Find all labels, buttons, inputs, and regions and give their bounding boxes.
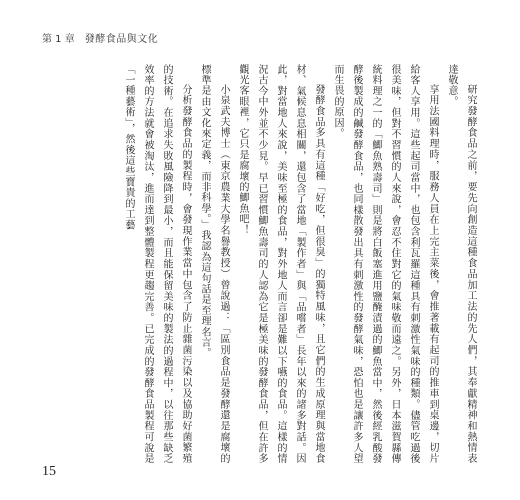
chapter-label: 第 1 章: [42, 34, 75, 45]
paragraph: 研究發酵食品之前，要先向創造這種食品加工法的先人們，其奉獻精神和熱情表達敬意。: [446, 64, 476, 464]
paragraph: 發酵食品多具有這種「好吃，但很臭」的獨特風味，且它們的生成原理與當地食材、氣候息息相關，還包含了當地「製作者」與「品嚐者」長年以來的諸多對話。因此，對當地人來說，美味至極的食品，對外地人而言卻是難以下嚥的食品。這樣的情況古今中外並不少見。早已習慣鯽魚壽司的人認為它是極美味的發酵食品，但在許多觀光客眼裡，它只是腐壞的鯽魚吧！: [237, 64, 324, 464]
running-header: [42, 30, 158, 45]
page-number: 15: [42, 464, 56, 479]
vertical-body-text: [40, 64, 480, 464]
paragraph: 分析發酵食品的製程時，會發現作業當中包含了防止雜菌污染以及協助好菌繁殖的技術。在追求失敗風險降到最小，而且能保留美味的製法的過程中，以往那些缺乏效率的方法就會被淘汰，進而達到整體製程更趨完善。已完成的發酵食品製程可說是「一種藝術」，然後這些寶貴的工藝: [123, 64, 191, 464]
paragraph: 小泉武夫博士（東京農業大學名譽教授）曾說過：「區別食品是發酵還是腐壞的標準是由文化來定義，而非科學。」我認為這句話是至理名言。: [199, 64, 229, 464]
chapter-title: 發酵食品與文化: [84, 34, 159, 45]
paragraph: 享用法國料理時，服務人員在上完主菜後，會推著載有起司的推車到桌邊，切片給客人享用。這些起司當中，也包含利瓦羅這種具有刺激性氣味的種類。儘管吃過後很美味，但對不習慣的人來說，會忍不住對它的氣味敬而遠之。另外，日本滋賀縣傳統料理之一的「鯽魚熟壽司」則是將白飯塞進用鹽醃漬過的鯽魚當中，然後經乳酸發酵後製成的鹹發酵食品，也同樣散發出具有刺激性的發酵氣味，恐怕也是讓許多人望而生畏的原因。: [332, 64, 438, 464]
